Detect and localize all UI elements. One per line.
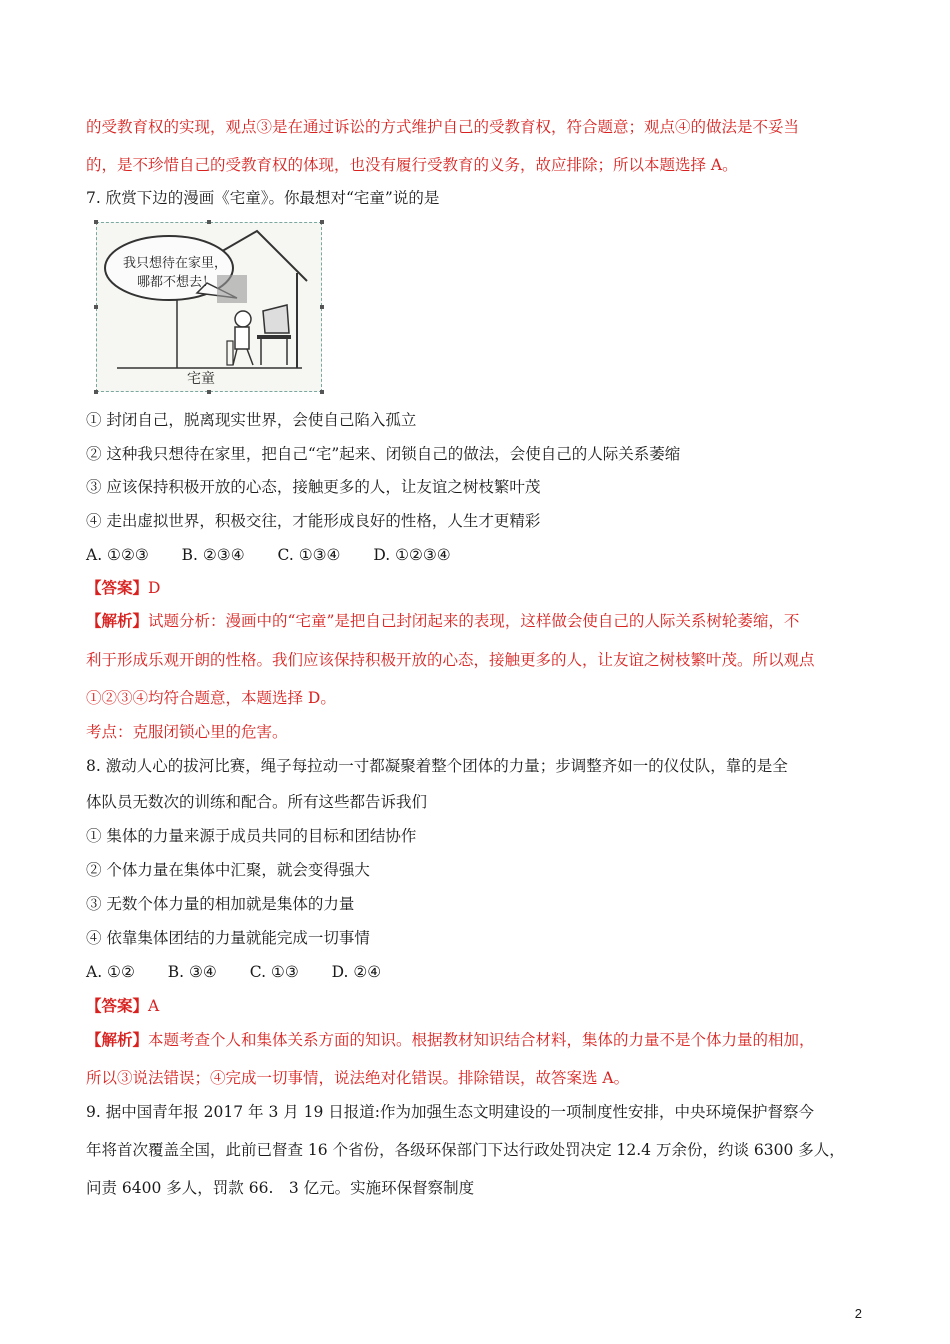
q7-option-1: ① 封闭自己，脱离现实世界，会使自己陷入孤立 — [86, 411, 417, 429]
q8-answer — [86, 996, 159, 1016]
q9-stem-line2: 年将首次覆盖全国，此前已督查 16 个省份，各级环保部门下达行政处罚决定 12.4 万余份，约谈 6300 多人， — [86, 1141, 845, 1159]
q8-stem-line1: 8. 激动人心的拔河比赛，绳子每拉动一寸都凝聚着整个团体的力量；步调整齐如一的仪仗队，靠的是全 — [86, 757, 788, 775]
q7-answer — [86, 578, 160, 598]
q8-choice-d: D. ②④ — [331, 963, 382, 981]
q8-choices — [86, 962, 409, 982]
q8-analysis-line2: 所以③说法错误；④完成一切事情，说法绝对化错误。排除错误，故答案选 A。 — [86, 1069, 630, 1087]
q7-choice-d: D. ①②③④ — [373, 546, 451, 564]
q7-choice-a: A. ①②③ — [86, 546, 149, 564]
q7-answer-value: D — [148, 579, 161, 597]
q7-analysis-line2: 利于形成乐观开朗的性格。我们应该保持积极开放的心态，接触更多的人，让友谊之树枝繁叶茂。所以观点 — [86, 651, 815, 669]
q8-option-1: ① 集体的力量来源于成员共同的目标和团结协作 — [86, 827, 417, 845]
q9-stem-line1: 9. 据中国青年报 2017 年 3 月 19 日报道:作为加强生态文明建设的一项制度性安排，中央环境保护督察今 — [86, 1103, 815, 1121]
q7-stem: 7. 欣赏下边的漫画《宅童》。你最想对“宅童”说的是 — [86, 189, 440, 207]
q7-analysis-tag: 【解析】 — [86, 611, 149, 630]
q8-option-4: ④ 依靠集体团结的力量就能完成一切事情 — [86, 929, 370, 947]
q7-analysis-line3: ①②③④均符合题意，本题选择 D。 — [86, 689, 336, 707]
bubble-text-1: 我只想待在家里， — [123, 256, 228, 271]
q8-choice-c: C. ①③ — [249, 963, 299, 981]
q7-choice-c: C. ①③④ — [277, 546, 341, 564]
q7-choice-b: B. ②③④ — [181, 546, 245, 564]
q7-analysis-text1: 试题分析：漫画中的“宅童”是把自己封闭起来的表现，这样做会使自己的人际关系树轮萎缩，不 — [148, 612, 800, 630]
q8-option-2: ② 个体力量在集体中汇聚，就会变得强大 — [86, 861, 370, 879]
q9-stem-line3: 问责 6400 多人，罚款 66. 3 亿元。实施环保督察制度 — [86, 1179, 475, 1197]
q8-analysis-line1 — [86, 1030, 815, 1050]
cartoon-drawing — [97, 223, 321, 391]
cartoon-caption: 宅童 — [187, 371, 215, 387]
q8-analysis-tag: 【解析】 — [86, 1030, 149, 1049]
cartoon-image — [96, 222, 322, 392]
q7-option-3: ③ 应该保持积极开放的心态，接触更多的人，让友谊之树枝繁叶茂 — [86, 478, 541, 496]
q8-choice-a: A. ①② — [86, 963, 135, 981]
q6-analysis-line1: 的受教育权的实现，观点③是在通过诉讼的方式维护自己的受教育权，符合题意；观点④的做法是不妥当 — [86, 118, 800, 136]
q7-option-4: ④ 走出虚拟世界，积极交往，才能形成良好的性格，人生才更精彩 — [86, 512, 541, 530]
q7-kaodian: 考点：克服闭锁心里的危害。 — [86, 723, 288, 741]
page-number: 2 — [854, 1306, 862, 1321]
bubble-text-2: 哪都不想去！ — [137, 275, 216, 290]
q7-choices — [86, 545, 479, 565]
q8-answer-tag: 【答案】 — [86, 996, 149, 1015]
q8-choice-b: B. ③④ — [167, 963, 217, 981]
q8-analysis-text1: 本题考查个人和集体关系方面的知识。根据教材知识结合材料，集体的力量不是个体力量的相加， — [148, 1031, 815, 1049]
q6-analysis-line2: 的，是不珍惜自己的受教育权的体现，也没有履行受教育的义务，故应排除；所以本题选择 A。 — [86, 156, 738, 174]
q8-answer-value: A — [148, 997, 160, 1015]
q8-stem-line2: 体队员无数次的训练和配合。所有这些都告诉我们 — [86, 793, 428, 811]
q7-analysis-line1 — [86, 611, 799, 631]
q8-option-3: ③ 无数个体力量的相加就是集体的力量 — [86, 895, 355, 913]
q7-option-2: ② 这种我只想待在家里，把自己“宅”起来、闭锁自己的做法，会使自己的人际关系萎缩 — [86, 445, 681, 463]
q7-answer-tag: 【答案】 — [86, 578, 149, 597]
